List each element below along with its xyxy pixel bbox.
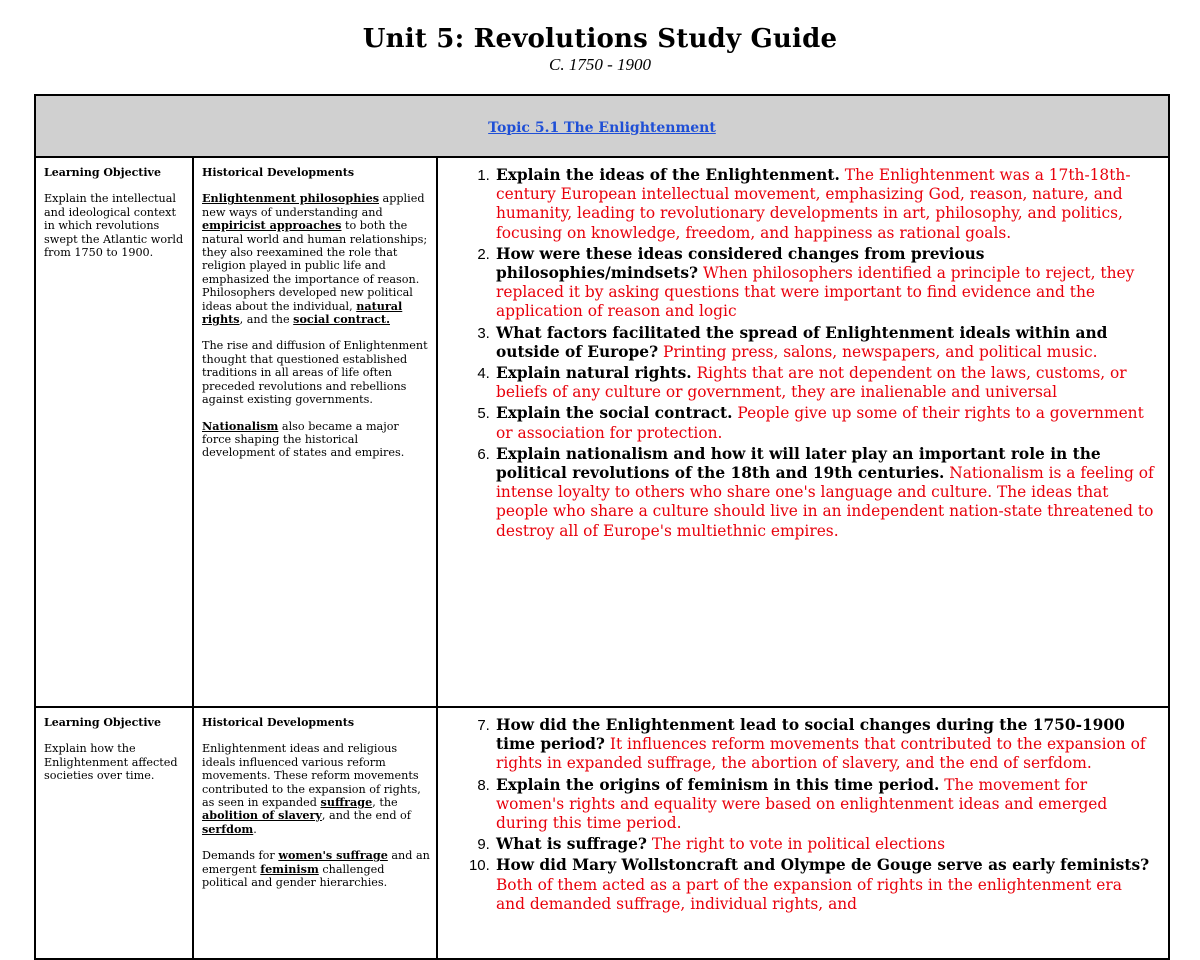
historical-paragraph bbox=[202, 192, 430, 326]
answer-text: People give up some of their rights to a government or association for protection. bbox=[496, 404, 1144, 442]
historical-heading: Historical Developments bbox=[202, 166, 355, 179]
question-item bbox=[494, 835, 1154, 854]
answer-text: Both of them acted as a part of the expansion of rights in the enlightenment era and demanded suffrage, individual rights, and bbox=[496, 875, 1122, 913]
question-text: How did Mary Wollstoncraft and Olympe de Gouge serve as early feminists? bbox=[496, 856, 1150, 875]
question-item bbox=[494, 166, 1154, 243]
objective-cell bbox=[35, 157, 193, 707]
objective-heading: Learning Objective bbox=[44, 166, 161, 179]
answer-text: The movement for women's rights and equality were based on enlightenment ideas and emerged during this time period. bbox=[496, 775, 1108, 833]
key-term: serfdom bbox=[202, 821, 254, 836]
question-text: Explain the origins of feminism in this time period. bbox=[496, 775, 940, 794]
key-term: women's suffrage bbox=[278, 848, 388, 863]
question-text: Explain natural rights. bbox=[496, 364, 692, 383]
answer-text: Printing press, salons, newspapers, and political music. bbox=[663, 342, 1098, 361]
historical-text: applied new ways of understanding and bbox=[202, 192, 425, 219]
key-term: abolition of slavery bbox=[202, 808, 322, 823]
question-text: What factors facilitated the spread of Enlightenment ideals within and outside of Europe? bbox=[496, 323, 1108, 361]
objective-heading: Learning Objective bbox=[44, 716, 161, 729]
question-text: How were these ideas considered changes from previous philosophies/mindsets? bbox=[496, 244, 985, 283]
historical-text: , the bbox=[372, 796, 398, 810]
questions-cell bbox=[437, 157, 1169, 707]
section-row-1 bbox=[35, 157, 1169, 707]
document-subtitle: C. 1750 - 1900 bbox=[549, 55, 651, 74]
answer-text: Rights that are not dependent on the laws, customs, or beliefs of any culture or government, they are inalienable and universal bbox=[496, 364, 1127, 402]
question-text: How did the Enlightenment lead to social changes during the 1750-1900 time period? bbox=[496, 716, 1125, 754]
answer-text: The Enlightenment was a 17th-18th-century European intellectual movement, emphasizing God, reason, nature, and humanity, leading to revolutionary developments in art, philosophy, and politics, focusing on knowledge, freedom, and happiness as rational goals. bbox=[496, 166, 1131, 242]
historical-paragraph: The rise and diffusion of Enlightenment thought that questioned established traditions in all areas of life often preceded revolutions and rebellions against existing governments. bbox=[202, 339, 428, 407]
historical-text: challenged political and gender hierarchies. bbox=[202, 862, 388, 890]
historical-text: also became a major force shaping the historical development of states and empires. bbox=[202, 419, 405, 460]
key-term: social contract. bbox=[293, 312, 390, 327]
historical-paragraph bbox=[202, 420, 430, 460]
question-item bbox=[494, 364, 1154, 402]
question-text: Explain the ideas of the Enlightenment. bbox=[496, 166, 840, 184]
key-term: Nationalism bbox=[202, 418, 279, 433]
answer-text: When philosophers identified a principle to reject, they replaced it by asking questions that were important to find evidence and the application of reason and logic bbox=[496, 264, 1135, 321]
section-row-2 bbox=[35, 707, 1169, 959]
historical-text: , and the end of bbox=[321, 809, 411, 823]
question-item bbox=[494, 245, 1154, 322]
question-item bbox=[494, 776, 1154, 834]
objective-text: Explain how the Enlightenment affected societies over time. bbox=[44, 742, 178, 783]
answer-text: Nationalism is a feeling of intense loyalty to others who share one's language and culture. The ideas that people who share a culture should live in an independent nation-state threatened to destroy all of Europe's multiethnic empires. bbox=[496, 464, 1154, 540]
question-item bbox=[494, 324, 1154, 362]
question-list bbox=[444, 716, 1154, 914]
key-term: Enlightenment philosophies bbox=[202, 191, 379, 206]
questions-cell bbox=[437, 707, 1169, 959]
historical-text: Demands for bbox=[202, 849, 279, 863]
historical-text: Enlightenment ideas and religious ideals influenced various reform movements. These reform movements contributed to the expansion of rights, as seen in expanded bbox=[202, 742, 421, 810]
historical-text: . bbox=[253, 822, 257, 836]
historical-text: and an emergent bbox=[202, 849, 430, 876]
study-guide-table bbox=[34, 94, 1170, 960]
historical-developments-cell bbox=[193, 157, 437, 707]
question-item bbox=[494, 716, 1154, 774]
objective-cell bbox=[35, 707, 193, 959]
historical-heading: Historical Developments bbox=[202, 716, 355, 729]
question-list bbox=[444, 166, 1154, 541]
historical-paragraph bbox=[202, 849, 430, 889]
historical-text: to both the natural world and human relationships; they also reexamined the role that religion played in public life and emphasized the importance of reason. Philosophers developed new political ideas about the individual, bbox=[202, 219, 428, 313]
document-title: Unit 5: Revolutions Study Guide bbox=[362, 24, 838, 54]
historical-paragraph bbox=[202, 742, 430, 836]
topic-header-row bbox=[35, 95, 1169, 157]
key-term: natural rights bbox=[202, 298, 403, 327]
key-term: suffrage bbox=[320, 795, 373, 810]
question-text: Explain nationalism and how it will later play an important role in the political revolutions of the 18th and 19th centuries. bbox=[496, 444, 1101, 483]
question-item bbox=[494, 856, 1154, 914]
topic-link[interactable]: Topic 5.1 The Enlightenment bbox=[488, 119, 716, 136]
key-term: empiricist approaches bbox=[202, 218, 342, 233]
answer-text: The right to vote in political elections bbox=[651, 835, 945, 854]
historical-text: , and the bbox=[239, 313, 294, 327]
answer-text: It influences reform movements that contributed to the expansion of rights in expanded suffrage, the abortion of slavery, and the end of serfdom. bbox=[496, 735, 1146, 773]
key-term: feminism bbox=[260, 861, 319, 876]
historical-developments-cell bbox=[193, 707, 437, 959]
topic-header-cell bbox=[35, 95, 1169, 157]
question-item bbox=[494, 404, 1154, 442]
question-text: Explain the social contract. bbox=[496, 404, 733, 423]
question-item bbox=[494, 445, 1154, 541]
objective-text: Explain the intellectual and ideological context in which revolutions swept the Atlantic world from 1750 to 1900. bbox=[44, 192, 184, 260]
question-text: What is suffrage? bbox=[496, 835, 647, 854]
